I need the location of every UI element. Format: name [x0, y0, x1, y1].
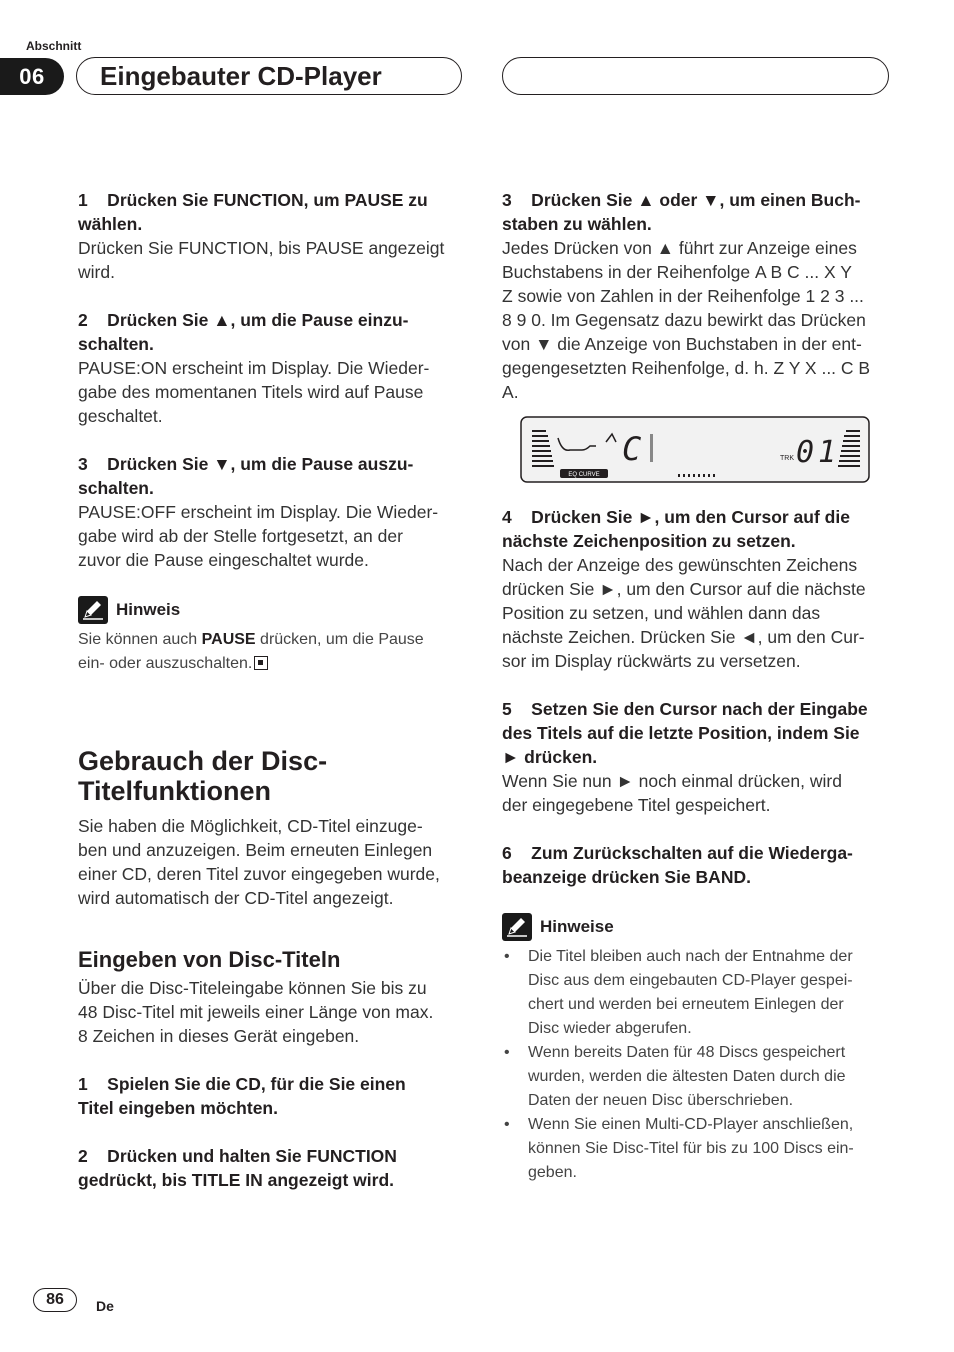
- end-mark-icon: [254, 656, 268, 670]
- notes-title: Hinweise: [540, 917, 614, 936]
- subsection-heading: Eingeben von Disc-Titeln: [78, 947, 341, 972]
- lcd-digits: 01: [796, 435, 841, 470]
- section-heading: Gebrauch der Disc- Titelfunktionen: [78, 746, 328, 806]
- lcd-trk-label: TRK: [780, 455, 794, 462]
- header-blank-frame: [502, 57, 889, 95]
- step-heading: 2 Drücken und halten Sie FUNCTION gedrückt, bis TITLE IN angezeigt wird.: [78, 1146, 397, 1190]
- step-body: PAUSE:ON erscheint im Display. Die Wieder- gabe des momentanen Titels wird auf Pause geschaltet.: [78, 358, 430, 426]
- step-heading: 3 Drücken Sie ▲ oder ▼, um einen Buch- staben zu wählen.: [502, 190, 861, 234]
- step-heading: 2 Drücken Sie ▲, um die Pause einzu- schalten.: [78, 310, 409, 354]
- pencil-note-icon: [78, 596, 108, 624]
- page-number: 86: [33, 1288, 77, 1312]
- right-column: [502, 188, 892, 1185]
- step-body: Jedes Drücken von ▲ führt zur Anzeige eines Buchstabens in der Reihenfolge A B C ... X Y Z sowie von Zahlen in der Reihenfolge 1 2 3 ... 8 9 0. Im Gegensatz dazu bewirkt das Drücken von ▼ die Anzeige von Buchstaben in der ent- gegengesetzten Reihenfolge, d. h. Z Y X ... C B A.: [502, 238, 871, 402]
- notes-heading: [502, 913, 892, 941]
- pencil-note-icon: [502, 913, 532, 941]
- notes-list: [502, 945, 892, 1185]
- step-heading: 1 Spielen Sie die CD, für die Sie einen Titel eingeben möchten.: [78, 1074, 406, 1118]
- lcd-eq-label: EQ CURVE: [568, 472, 600, 478]
- page-title: Eingebauter CD-Player: [100, 61, 382, 91]
- step-heading: 5 Setzen Sie den Cursor nach der Eingabe des Titels auf die letzte Position, indem Sie ► drücken.: [502, 699, 868, 767]
- step-body: PAUSE:OFF erscheint im Display. Die Wieder- gabe wird ab der Stelle fortgesetzt, an der zuvor die Pause eingeschaltet wurde.: [78, 502, 439, 570]
- step-heading: 1 Drücken Sie FUNCTION, um PAUSE zu wählen.: [78, 190, 428, 234]
- lcd-char: C: [622, 430, 642, 468]
- note-text: Sie können auch PAUSE drücken, um die Pause ein- oder auszuschalten.: [78, 631, 424, 672]
- step-body: Nach der Anzeige des gewünschten Zeichens drücken Sie ►, um den Cursor auf die nächste Position zu setzen, und wählen dann das nächste Zeichen. Drücken Sie ◄, um den Cur- sor im Display rückwärts zu versetzen.: [502, 555, 866, 671]
- step-body: Wenn Sie nun ► noch einmal drücken, wird der eingegebene Titel gespeichert.: [502, 771, 842, 815]
- list-item: • Wenn Sie einen Multi-CD-Player anschließen, können Sie Disc-Titel für bis zu 100 Discs ein- geben.: [504, 1116, 854, 1181]
- section-body: Sie haben die Möglichkeit, CD-Titel einzuge- ben und anzuzeigen. Beim erneuten Einlegen einer CD, deren Titel zuvor eingegeben wurde, wird automatisch der CD-Titel angezeigt.: [78, 816, 440, 908]
- step-heading: 4 Drücken Sie ►, um den Cursor auf die nächste Zeichenposition zu setzen.: [502, 507, 850, 551]
- left-column: [78, 188, 468, 1192]
- note-heading: [78, 596, 468, 624]
- language-code: De: [96, 1298, 114, 1314]
- list-item: • Wenn bereits Daten für 48 Discs gespeichert wurden, werden die ältesten Daten durch die Daten der neuen Disc überschrieben.: [504, 1044, 846, 1109]
- section-number-badge: 06: [0, 58, 64, 95]
- step-body: Drücken Sie FUNCTION, bis PAUSE angezeigt wird.: [78, 238, 445, 282]
- note-title: Hinweis: [116, 600, 181, 619]
- step-heading: 6 Zum Zurückschalten auf die Wiederga- beanzeige drücken Sie BAND.: [502, 843, 853, 887]
- list-item: • Die Titel bleiben auch nach der Entnahme der Disc aus dem eingebauten CD-Player gespei- chert und werden bei erneutem Einlegen der Disc wieder abgerufen.: [504, 948, 853, 1037]
- step-heading: 3 Drücken Sie ▼, um die Pause auszu- schalten.: [78, 454, 414, 498]
- subsection-body: Über die Disc-Titeleingabe können Sie bis zu 48 Disc-Titel mit jeweils einer Länge von max. 8 Zeichen in dieses Gerät eingeben.: [78, 978, 434, 1046]
- lcd-display-illustration: [520, 416, 870, 483]
- section-label: Abschnitt: [26, 39, 82, 53]
